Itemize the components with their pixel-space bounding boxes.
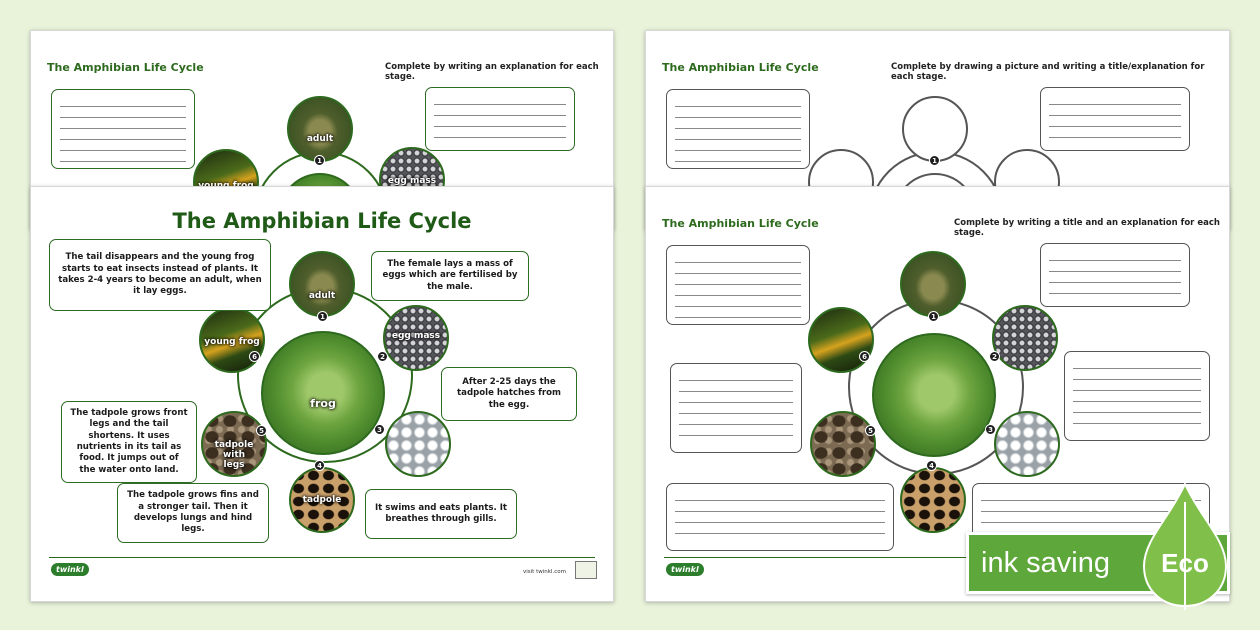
writing-box [666, 483, 894, 551]
stage-number: 1 [928, 311, 939, 322]
sheet-instruction: Complete by writing an explanation for each stage. [385, 62, 599, 82]
stage-number: 2 [989, 351, 1000, 362]
writing-box [425, 87, 575, 151]
stage-adult-circle [900, 251, 966, 317]
stage-number: 4 [314, 460, 325, 471]
stage-adult-circle [287, 96, 353, 162]
quality-badge-icon [575, 561, 597, 579]
footer-url: visit twinkl.com [523, 569, 566, 575]
writing-box [51, 89, 195, 169]
twinkl-logo: twinkl [666, 563, 704, 576]
writing-box [1064, 351, 1210, 441]
description-text: After 2-25 days the tadpole hatches from the egg. [457, 376, 561, 410]
sheet-instruction: Complete by writing a title and an explanation for each stage. [954, 218, 1220, 238]
stage-tadpole-with-legs-circle [201, 411, 267, 477]
stage-tadpole-circle [289, 467, 355, 533]
stage-label: egg mass [387, 176, 437, 186]
stage-tadpole-with-legs-circle [810, 411, 876, 477]
stage-number: 5 [865, 425, 876, 436]
stage-number: 1 [314, 155, 325, 166]
stage-label: egg mass [391, 331, 441, 341]
description-box-adult [371, 251, 529, 301]
twinkl-logo: twinkl [51, 563, 89, 576]
stage-label: adult [308, 291, 336, 301]
stage-number: 1 [929, 155, 940, 166]
writing-box [1040, 243, 1190, 307]
ink-saving-text: ink saving [981, 547, 1110, 579]
stage-frog-circle [261, 331, 385, 455]
sheet-title: The Amphibian Life Cycle [662, 61, 819, 74]
stage-number: 3 [985, 424, 996, 435]
writing-box [666, 245, 810, 325]
sheet-instruction: Complete by drawing a picture and writing a title/explanation for each stage. [891, 62, 1205, 82]
stage-number: 6 [249, 351, 260, 362]
stage-young-frog-circle [808, 307, 874, 373]
stage-number: 2 [377, 351, 388, 362]
sheet-title: The Amphibian Life Cycle [662, 217, 819, 230]
description-text: The female lays a mass of eggs which are fertilised by the male. [382, 258, 518, 292]
writing-box [666, 89, 810, 169]
stage-number: 6 [859, 351, 870, 362]
stage-number: 1 [317, 311, 328, 322]
eco-leaf-drop-icon [1140, 482, 1230, 612]
stage-number: 5 [256, 425, 267, 436]
description-box-tadpole [117, 483, 269, 543]
empty-stage-circle [902, 96, 968, 162]
description-text: The tail disappears and the young frog starts to eat insects instead of plants. It takes 2-4 years to become an adult, when it lay eggs. [58, 252, 262, 297]
stage-label: tadpole with legs [214, 440, 254, 470]
description-text: The tadpole grows fins and a stronger tail. Then it develops lungs and hind legs. [127, 490, 259, 535]
description-box-young-frog [49, 239, 271, 311]
stage-label: frog [310, 397, 336, 410]
sheet-title: The Amphibian Life Cycle [47, 61, 204, 74]
stage-eggs-circle [994, 411, 1060, 477]
stage-label: tadpole [302, 495, 342, 505]
stage-tadpole-circle [900, 467, 966, 533]
stage-young-frog-circle [199, 307, 265, 373]
footer-divider [49, 557, 595, 558]
stage-eggs-circle [385, 411, 451, 477]
description-box-eggs [441, 367, 577, 421]
stage-label: young frog [204, 337, 260, 347]
stage-frog-circle [872, 333, 996, 457]
stage-adult-circle [289, 251, 355, 317]
writing-box [1040, 87, 1190, 151]
description-box-swimming [365, 489, 517, 539]
stage-number: 4 [926, 460, 937, 471]
eco-text: Eco [1161, 548, 1209, 578]
stage-egg-mass-circle [383, 305, 449, 371]
stage-label: adult [306, 134, 334, 144]
stage-egg-mass-circle [992, 305, 1058, 371]
page-title: The Amphibian Life Cycle [172, 209, 472, 233]
writing-box [670, 363, 802, 453]
stage-number: 3 [374, 424, 385, 435]
description-text: The tadpole grows front legs and the tail shortens. It uses nutrients in its tail as food. It jumps out of the water onto land. [70, 407, 188, 475]
description-box-tadpole-legs [61, 401, 197, 483]
description-text: It swims and eats plants. It breathes through gills. [374, 502, 508, 524]
worksheet-preview-main [30, 186, 614, 602]
